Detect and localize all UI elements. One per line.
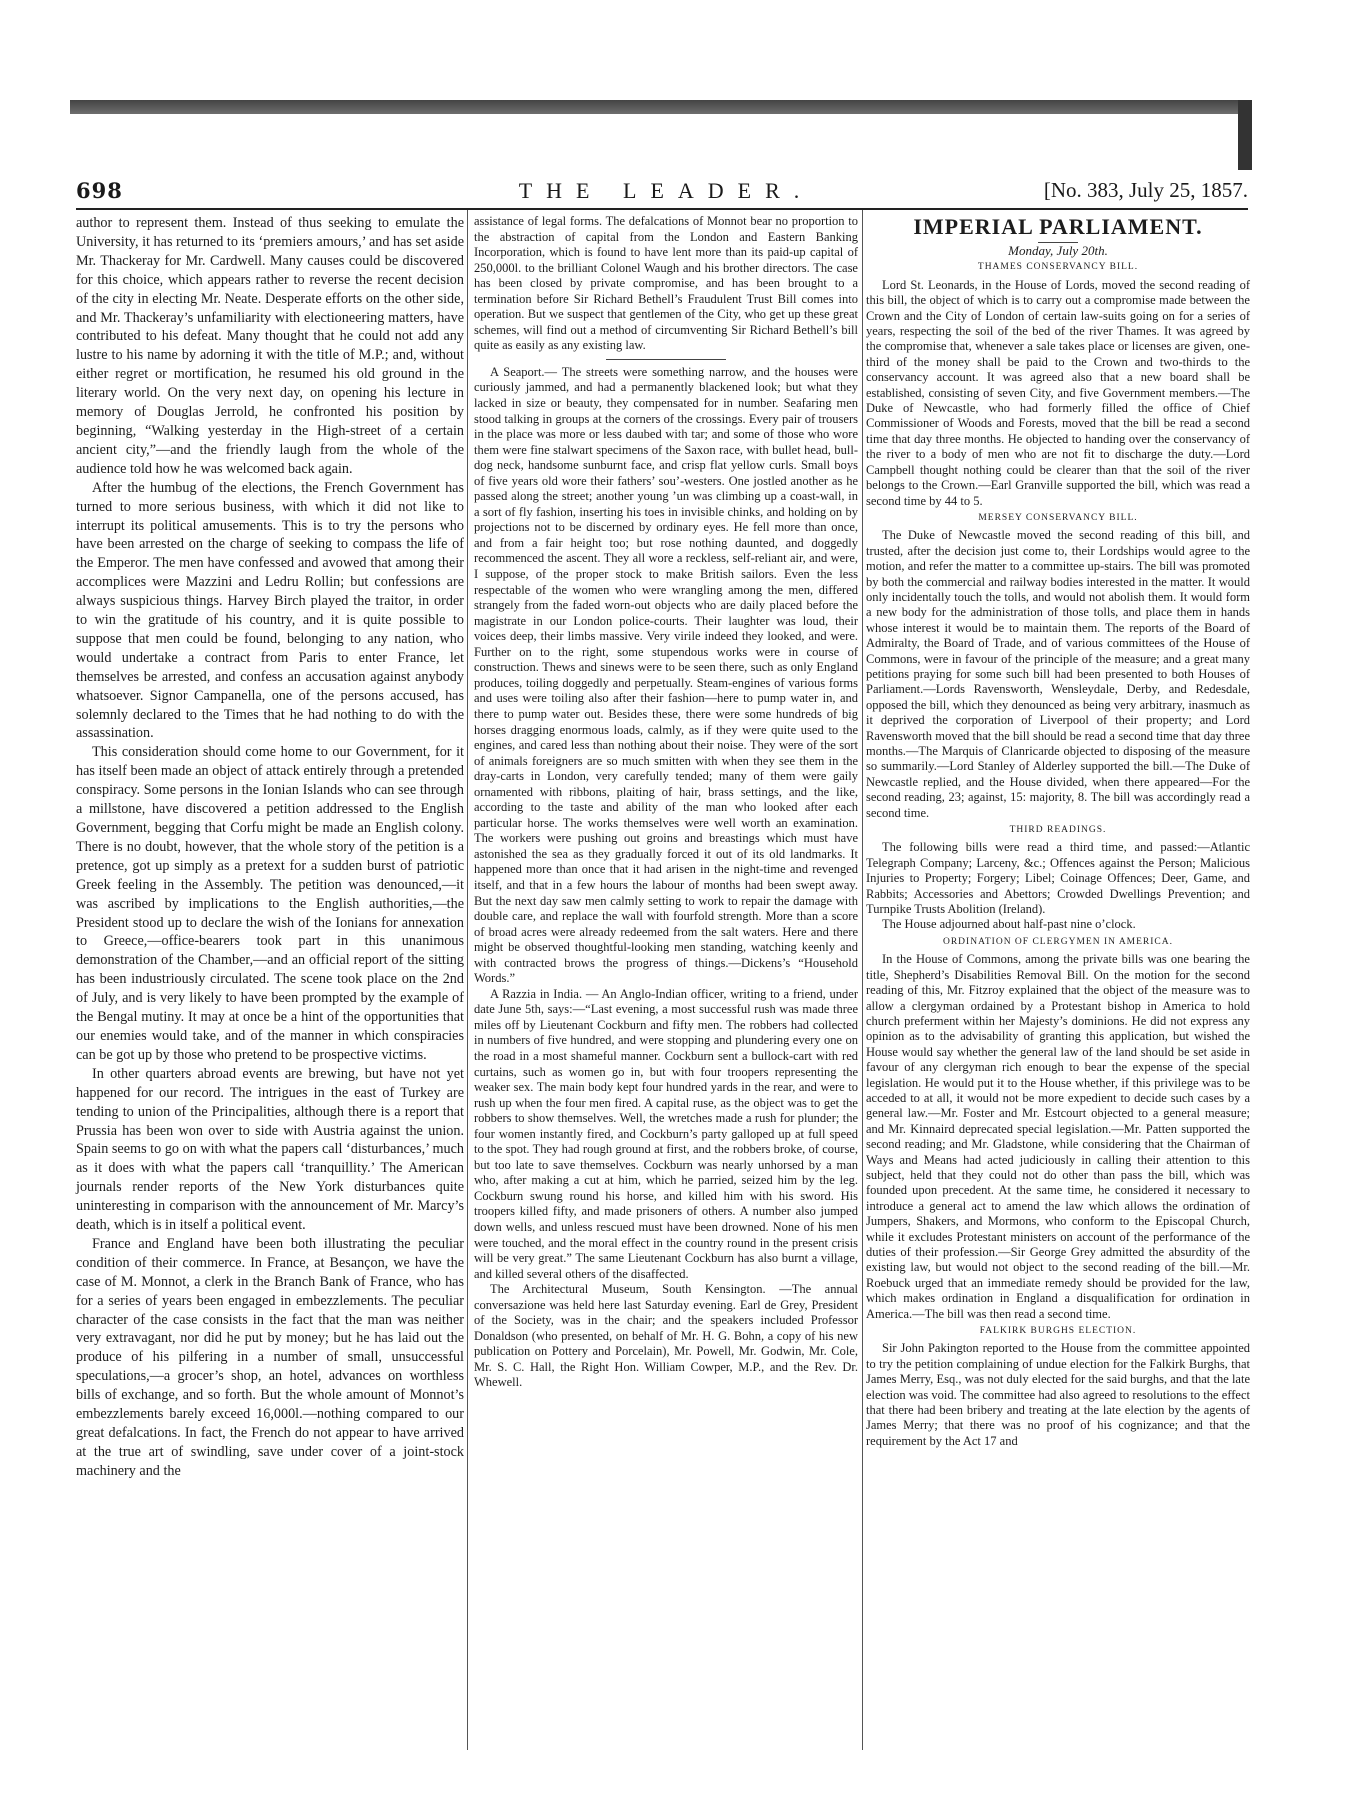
column-middle: [474, 214, 858, 1391]
paragraph: The following bills were read a third time, and passed:—Atlantic Telegraph Company; Larceny, &c.; Offences against the Person; Malicious Injuries to Property; Forgery; Libel; Coinage Offences; Deer, Game, and Rabbits; Accessories and Abettors; Crowded Dwellings Prevention; and Turnpike Trusts Abolition (Ireland).: [866, 840, 1250, 917]
column-right: [866, 214, 1250, 1449]
section-separator: [606, 359, 726, 360]
paragraph-seaport: A Seaport.— The streets were something narrow, and the houses were curiously jammed, and had a permanently blackened look; but what they lacked in size or beauty, they compensated for in number. Seafaring men stood talking in groups at the corners of the crossings. Every pair of trousers in the place was more or less daubed with tar; and some of those who wore them were fine stalwart specimens of the Saxon race, with bullet head, bull-dog neck, handsome sunburnt face, and crisp flat yellow curls. Small boys of five years old wore their fathers’ sou’-westers. One jostled another as he passed along the street; another young ’un was climbing up a coast-wall, in a sort of fly fashion, inserting his toes in invisible chinks, and holding on by projections not to be discerned by ordinary eyes. He fell more than once, and from a fair height too; but rose nothing daunted, and doggedly recommenced the ascent. They all wore a reckless, self-reliant air, and were, I suppose, of the proper stock to make British sailors. Even the less respectable of the women who were wrangling among the men, differed strangely from the faded worn-out objects who are daily placed before the magistrate in our London police-courts. Their laughter was loud, their voices deep, their limbs massive. Very virile indeed they looked, and were. Further on to the right, some stupendous works were in course of construction. Thews and sinews were to be seen there, such as only England produces, toiling doggedly and perpetually. Steam-engines of various forms and uses were toiling also after their fashion—here to pump water in, and there to pump water out. Besides these, there were some hundreds of big horses dragging enormous loads, calmly, as if they were quite used to the engines, and cared less than nothing about their noise. They were of the sort of animals foreigners are so much smitten with when they see them in the dray-carts in London, very carefully tended; many of them were gaily ornamented with ribbons, plaiting of hair, brass settings, and the like, according to the taste and ability of the man who looked after each particular horse. The works themselves were well worth an examination. The workers were pushing out groins and breastings which must have astonished the sea as they gradually forced it out of its old landmarks. It happened more than once that it had arisen in the night-time and revenged itself, and that in a few hours the labour of months had been swept away. But the next day saw men calmly setting to work to repair the damage with double care, and replace the wall with fourfold strength. More than a score of broad acres were already redeemed from the salt waters. Here and there might be observed thoughtful-looking men standing, watching keenly and with contracted brows the progress of things.—Dickens’s “Household Words.”: [474, 364, 858, 986]
subheading: ORDINATION OF CLERGYMEN IN AMERICA.: [942, 936, 1173, 947]
subheading: FALKIRK BURGHS ELECTION.: [979, 1326, 1137, 1337]
paragraph: This consideration should come home to our Government, for it has itself been made an object of attack entirely through a pretended conspiracy. Some persons in the Ionian Islands who can see through a millstone, have discovered a petition addressed to the English Government, begging that Corfu might be made an English colony. There is no doubt, however, that the whole story of the petition is a pretence, got up simply as a pretext for a sudden burst of patriotic Greek feeling in the Assembly. The petition was denounced,—it was ascribed by implications to the English authorities,—the President stood up to declare the wish of the Ionians for annexation to Greece,—office-bearers took part in this unanimous demonstration of the Chamber,—and an official report of the sitting has been industriously circulated. The scene took place on the 2nd of July, and is very likely to have been prompted by the example of the Bengal mutiny. It may at once be a hint of the opportunities that our enemies would take, and of the manner in which conspiracies can be got up by those who pretend to be prospective victims.: [76, 744, 464, 1063]
paragraph: assistance of legal forms. The defalcations of Monnot bear no proportion to the abstraction of capital from the London and Eastern Banking Incorporation, which is found to have lent more than its paid-up capital of 250,000l. to the brilliant Colonel Waugh and his brother directors. The case has been closed by private compromise, and has been brought to a termination before Sir Richard Bethell’s Fraudulent Trust Bill comes into operation. But we suspect that gentlemen of the City, who get up these great schemes, will find out a method of circumventing Sir Richard Bethell’s bill quite as easily as any existing law.: [474, 214, 858, 353]
issue-dateline: [No. 383, July 25, 1857.: [1043, 178, 1248, 202]
newspaper-title: THE LEADER.: [518, 178, 814, 203]
subheading: MERSEY CONSERVANCY BILL.: [978, 512, 1138, 523]
top-border-rule: [70, 100, 1250, 114]
paragraph: In other quarters abroad events are brewing, but have not yet happened for our record. The intrigues in the east of Turkey are tending to union of the Principalities, although there is a report that Prussia has been won over to side with Austria against the union. Spain seems to go on with what the papers call ‘disturbances,’ much as it does with what the papers call ‘tranquillity.’ The American journals render reports of the New York disturbances quite uninteresting in comparison with the announcement of Mr. Marcy’s death, which is in itself a political event.: [76, 1065, 464, 1234]
paragraph: After the humbug of the elections, the French Government has turned to more serious business, with which it did not like to interrupt its political amusements. This is to try the persons who have been arrested on the charge of seeking to compass the life of the Emperor. The men have confessed and avowed that among their accomplices were Mazzini and Ledru Rollin; but confessions are always suspicious things. Harvey Birch played the traitor, in order to win the gratitude of his country, and it is quite possible to suppose that men could be found, belonging to any nation, who would undertake a contract from Paris to enter France, let themselves be arrested, and confess an accusation against anybody whatsoever. Signor Campanella, one of the persons accused, has solemnly declared to the Times that he had nothing to do with the assassination.: [76, 479, 464, 742]
sitting-date: Monday, July 20th.: [1008, 243, 1108, 258]
page-header: [76, 178, 1248, 204]
paragraph-razzia: A Razzia in India. — An Anglo-Indian officer, writing to a friend, under date June 5th, says:—“Last evening, a most successful rush was made three miles off by Lieutenant Cockburn and fifty men. The robbers had collected in numbers of five hundred, and were stopping and plundering every one on the road in a most shameful manner. Cockburn sent a bullock-cart with red curtains, such as women go in, but with four troopers representing the weaker sex. The main body kept four hundred yards in the rear, and were to rush up when the four men fired. A capital ruse, as the object was to get the robbers to show themselves. Well, the wretches made a rush for plunder; the four women instantly fired, and Cockburn’s party galloped up at full speed to the spot. They had rough ground at first, and the robbers broke, of course, but too late to save themselves. Cockburn was nearly unhorsed by a man who, after making a cut at him, which he parried, seized him by the leg. Cockburn swung round his horse, and killed him with his sword. His troopers killed fifty, and made prisoners of others. A number also jumped down wells, and unless rescued must have been drowned. None of his men were touched, and the moral effect in the country round in the present crisis will be very great.” The same Lieutenant Cockburn has also burnt a village, and killed several others of the disaffected.: [474, 986, 858, 1281]
top-border-corner: [1238, 100, 1252, 170]
subheading: THIRD READINGS.: [1009, 825, 1107, 836]
paragraph: In the House of Commons, among the private bills was one bearing the title, Shepherd’s Disabilities Removal Bill. On the motion for the second reading of this, Mr. Fitzroy explained that the object of the measure was to allow a clergyman ordained by a Protestant bishop in America to hold church preferment within her Majesty’s dominions. He did not express any opinion as to the advisability of granting this application, but wished the House would say whether the general law of the land should be set aside in favour of any clergyman rich enough to bear the expense of the special legislation. He would put it to the House whether, if this privilege was to be acceded to at all, it would not be more expedient to decide such cases by a general law.—Mr. Foster and Mr. Estcourt objected to a general measure; and Mr. Kinnaird deprecated special legislation.—Mr. Patten supported the second reading; and Mr. Gladstone, while considering that the Chairman of Ways and Means had acted judiciously in calling their attention to this subject, held that they could not do other than pass the bill, which was founded upon precedent. At the same time, he considered it necessary to introduce a general act to amend the law which allows the ordination of Jumpers, Shakers, and Mormons, who conform to the Episcopal Church, while it excludes Protestant ministers on account of the performance of the duties of their profession.—Sir George Grey admitted the absurdity of the existing law, but would not object to the second reading of the bill.—Mr. Roebuck urged that an immediate remedy should be provided for the law, which makes ordination in England a disqualification for ordination in America.—The bill was then read a second time.: [866, 952, 1250, 1321]
paragraph: The House adjourned about half-past nine o’clock.: [882, 917, 1136, 932]
paragraph: Sir John Pakington reported to the House from the committee appointed to try the petition complaining of undue election for the Falkirk Burghs, that James Merry, Esq., was not duly elected for the said burghs, and that the late election was void. The committee had also agreed to resolutions to the effect that there had been bribery and treating at the late election by the agents of James Merry; that there was no proof of his cognizance; and that the requirement by the Act 17 and: [866, 1341, 1250, 1448]
section-title: IMPERIAL PARLIAMENT.: [913, 214, 1203, 239]
page-number: 698: [76, 178, 123, 203]
column-left: [76, 214, 464, 1481]
paragraph: author to represent them. Instead of thus seeking to emulate the University, it has returned to its ‘premiers amours,’ and has set aside Mr. Thackeray for Mr. Cardwell. Many causes could be discovered for this choice, which appears rather to reverse the recent decision of the city in electing Mr. Neate. Desperate efforts on the other side, and Mr. Thackeray’s unfamiliarity with electioneering matters, have contributed to his defeat. Many thought that he could not add any lustre to his name by adorning it with the title of M.P.; and, without either regret or mortification, he resumed his old ground in the literary world. On the very next day, on opening his lecture in memory of Douglas Jerrold, he confronted his position by beginning, “Walking yesterday in the High-street of a certain ancient city,”—and the friendly laugh from the whole of the audience told how he was welcomed back again.: [76, 215, 464, 477]
paragraph-museum: The Architectural Museum, South Kensington. —The annual conversazione was held here last Saturday evening. Earl de Grey, President of the Society, was in the chair; and the speakers included Professor Donaldson (who presented, on behalf of Mr. H. G. Bohn, a copy of his new publication on Pottery and Porcelain), Mr. Powell, Mr. Godwin, Mr. Cole, Mr. S. C. Hall, the Right Hon. William Cowper, M.P., and the Rev. Dr. Whewell.: [474, 1282, 858, 1390]
paragraph: France and England have been both illustrating the peculiar condition of their commerce. In France, at Besançon, we have the case of M. Monnot, a clerk in the Branch Bank of France, who has for a series of years been engaged in embezzlements. The peculiar character of the case consists in the fact that the man was neither very extravagant, nor did he put by money; but he has laid out the produce of his pilfering in a number of small, unsuccessful speculations,—a grocer’s shop, an hotel, advances on worthless bills of exchange, and so forth. But the whole amount of Monnot’s embezzlements barely exceed 16,000l.—nothing compared to our great defalcations. In fact, the French do not appear to have arrived at the true art of swindling, save under cover of a joint-stock machinery and the: [76, 1235, 464, 1479]
paragraph: The Duke of Newcastle moved the second reading of this bill, and trusted, after the decision just come to, their Lordships would agree to the motion, and refer the matter to a committee up-stairs. The bill was promoted by both the commercial and railway bodies interested in the matter. It would only incidentally touch the tolls, and would not abolish them. It would form a new body for the administration of those tolls, and place them in hands whose interest it would be to maintain them. The reports of the Board of Admiralty, the Board of Trade, and of various committees of the House of Commons, were in favour of the principle of the measure; and a great many petitions praying for some such bill had been presented to both Houses of Parliament.—Lords Ravensworth, Wensleydale, Derby, and Redesdale, opposed the bill, which they denounced as being very arbitrary, inasmuch as it deprived the corporation of Liverpool of their property; and Lord Ravensworth moved that the bill should be read a second time that day three months.—The Marquis of Clanricarde objected to disposing of the measure so summarily.—Lord Stanley of Alderley supported the bill.—The Duke of Newcastle replied, and the House divided, when there appeared—For the second reading, 23; against, 15: majority, 8. The bill was accordingly read a second time.: [866, 528, 1250, 820]
column-divider: [467, 210, 468, 1750]
column-divider: [862, 210, 863, 1750]
subheading: THAMES CONSERVANCY BILL.: [977, 262, 1139, 273]
header-rule: [76, 208, 1248, 210]
paragraph: Lord St. Leonards, in the House of Lords, moved the second reading of this bill, the object of which is to carry out a compromise made between the Crown and the City of London of certain law-suits going on for a series of years, respecting the soil of the bed of the river Thames. It was agreed by the compromise that, whenever a sale takes place or licenses are given, one-third of the money shall be paid to the Crown and two-thirds to the conservancy account. It was agreed also that a new board shall be established, consisting of seven City, and five Government members.—The Duke of Newcastle, who had formerly filled the office of Chief Commissioner of Woods and Forests, moved that the bill be read a second time that day three months. He objected to handing over the conservancy of the river to a body of men who are not fit to discharge the duty.—Lord Campbell thought nothing could be clearer than that the soil of the river belongs to the Crown.—Earl Granville supported the bill, which was read a second time by 44 to 5.: [866, 277, 1250, 508]
